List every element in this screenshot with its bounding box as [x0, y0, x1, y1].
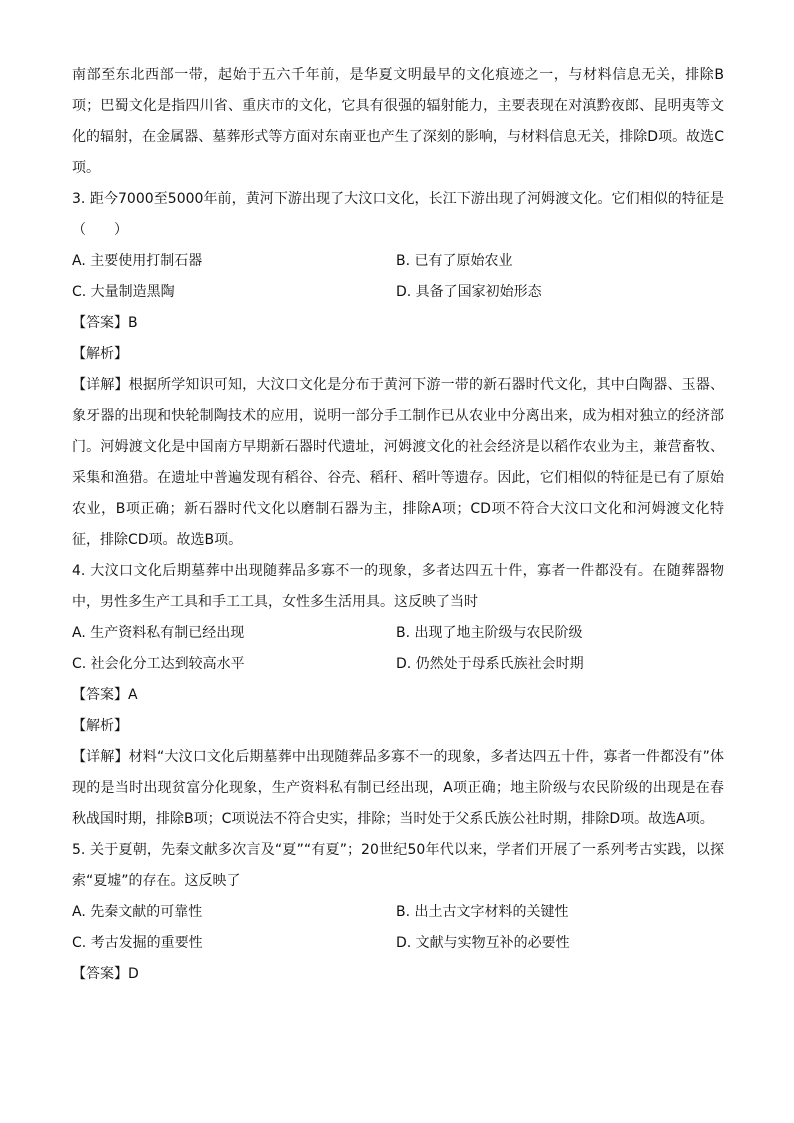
- question-stem: 3. 距今7000至5000年前，黄河下游出现了大汶口文化，长江下游出现了河姆渡文化。它们相似的特征是（ ）: [72, 191, 724, 238]
- option-d: D. 仍然处于母系氏族社会时期: [396, 656, 584, 672]
- options-grid: [72, 618, 724, 680]
- options-grid: [72, 897, 724, 959]
- option-a: A. 生产资料私有制已经出现: [72, 625, 245, 641]
- answer-label: 【答案】D: [72, 966, 139, 982]
- answer-label: 【答案】B: [72, 315, 138, 331]
- detail-paragraph: 【详解】材料“大汶口文化后期墓葬中出现随葬品多寡不一的现象，多者达四五十件，寡者一件都没有”体现的是当时出现贫富分化现象，生产资料私有制已经出现，A项正确；地主阶级与农民阶级的出现是在春秋战国时期，排除B项；C项说法不符合史实，排除；当时处于父系氏族公社时期，排除D项。故选A项。: [72, 749, 724, 827]
- option-a: A. 先秦文献的可靠性: [72, 904, 203, 920]
- question-3: [72, 184, 724, 556]
- analysis-label: 【解析】: [72, 346, 128, 362]
- answer-label: 【答案】A: [72, 687, 138, 703]
- intro-paragraph: 南部至东北西部一带，起始于五六千年前，是华夏文明最早的文化痕迹之一，与材料信息无关，排除B项；巴蜀文化是指四川省、重庆市的文化，它具有很强的辐射能力，主要表现在对滇黔夜郎、昆明夷等文化的辐射，在金属器、墓葬形式等方面对东南亚也产生了深刻的影响，与材料信息无关，排除D项。故选C项。: [72, 67, 724, 176]
- page-content: [72, 60, 724, 990]
- option-c: C. 考古发掘的重要性: [72, 935, 203, 951]
- option-b: B. 出现了地主阶级与农民阶级: [396, 625, 583, 641]
- detail-paragraph: 【详解】根据所学知识可知，大汶口文化是分布于黄河下游一带的新石器时代文化，其中白陶器、玉器、象牙器的出现和快轮制陶技术的应用，说明一部分手工制作已从农业中分离出来，成为相对独立的经济部门。河姆渡文化是中国南方早期新石器时代遗址，河姆渡文化的社会经济是以稻作农业为主，兼营畜牧、采集和渔猎。在遗址中普遍发现有稻谷、谷壳、稻秆、稻叶等遗存。因此，它们相似的特征是已有了原始农业，B项正确；新石器时代文化以磨制石器为主，排除A项；CD项不符合大汶口文化和河姆渡文化特征，排除CD项。故选B项。: [72, 377, 724, 548]
- option-d: D. 文献与实物互补的必要性: [396, 935, 570, 951]
- option-c: C. 社会化分工达到较高水平: [72, 656, 245, 672]
- question-5: [72, 835, 724, 990]
- question-stem: 5. 关于夏朝，先秦文献多次言及“夏”“有夏”；20世纪50年代以来，学者们开展了一系列考古实践，以探索“夏墟”的存在。这反映了: [72, 842, 724, 889]
- question-4: [72, 556, 724, 835]
- option-c: C. 大量制造黑陶: [72, 284, 175, 300]
- option-b: B. 出土古文字材料的关键性: [396, 904, 569, 920]
- analysis-label: 【解析】: [72, 718, 128, 734]
- option-b: B. 已有了原始农业: [396, 253, 513, 269]
- option-d: D. 具备了国家初始形态: [396, 284, 542, 300]
- question-stem: 4. 大汶口文化后期墓葬中出现随葬品多寡不一的现象，多者达四五十件，寡者一件都没有。在随葬器物中，男性多生产工具和手工工具，女性多生活用具。这反映了当时: [72, 563, 724, 610]
- option-a: A. 主要使用打制石器: [72, 253, 203, 269]
- options-grid: [72, 246, 724, 308]
